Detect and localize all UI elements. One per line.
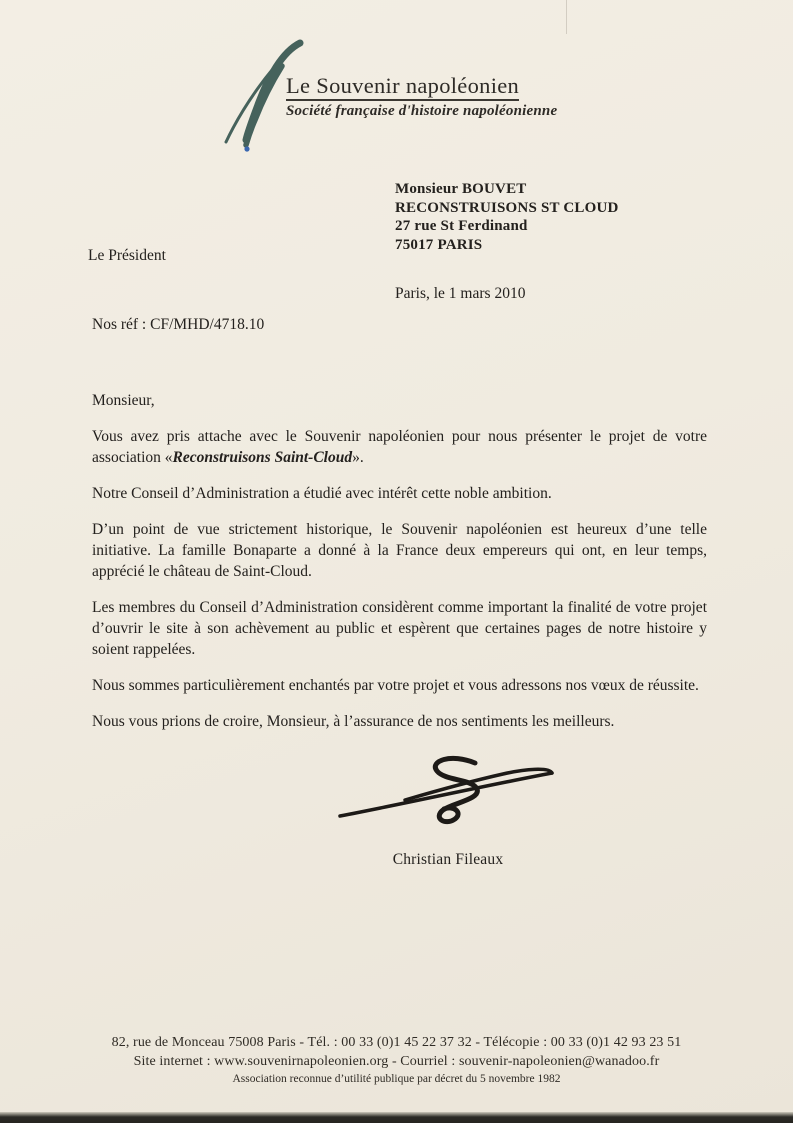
paragraph-historique: D’un point de vue strictement historique, le Souvenir napoléonien est heureux d’une telle initiative. La famille Bonaparte a donné à la France deux empereurs qui ont, en leur temps, apprécié le château de Saint-Cloud. — [92, 521, 707, 580]
footer-association-line: Association reconnue d’utilité publique par décret du 5 novembre 1982 — [232, 1073, 561, 1085]
recipient-line: Monsieur BOUVET — [395, 181, 527, 197]
reference-line: Nos réf : CF/MHD/4718.10 — [92, 316, 265, 333]
recipient-block — [395, 180, 619, 254]
signatory-name: Christian Fileaux — [392, 851, 504, 868]
letter-body — [92, 390, 707, 747]
letterhead-text — [286, 74, 557, 120]
paragraph-text: Vous avez pris attache avec le Souvenir napoléonien pour nous présenter le projet de votre association « — [92, 428, 707, 466]
org-subtitle: Société française d'histoire napoléonienne — [286, 103, 558, 119]
recipient-line: RECONSTRUISONS ST CLOUD — [395, 199, 619, 216]
paragraph-finalite: Les membres du Conseil d’Administration considèrent comme important la finalité de votre projet d’ouvrir le site à son achèvement au public et espèrent que certaines pages de notre histoire y soient rappelées. — [92, 599, 707, 658]
salutation: Monsieur, — [92, 392, 155, 409]
association-name-emphasis: Reconstruisons Saint-Cloud — [172, 449, 353, 466]
signature-icon — [333, 755, 563, 830]
recipient-line: 75017 PARIS — [395, 236, 483, 253]
dateline: Paris, le 1 mars 2010 — [395, 285, 526, 302]
scan-edge-bottom — [0, 1112, 793, 1123]
footer-contact-line: Site internet : www.souvenirnapoleonien.org - Courriel : souvenir-napoleonien@wanadoo.fr — [133, 1053, 660, 1069]
org-name: Le Souvenir napoléonien — [286, 74, 519, 101]
closing-line: Nous vous prions de croire, Monsieur, à l’assurance de nos sentiments les meilleurs. — [92, 713, 615, 730]
footer — [0, 1034, 793, 1088]
paragraph-conseil-etude: Notre Conseil d’Administration a étudié avec intérêt cette noble ambition. — [92, 485, 552, 502]
sender-title: Le Président — [88, 247, 166, 264]
footer-address-line: 82, rue de Monceau 75008 Paris - Tél. : 00 33 (0)1 45 22 37 32 - Télécopie : 00 33 (0)1 42 93 23 51 — [111, 1035, 682, 1050]
scan-fold-mark — [566, 0, 567, 34]
paragraph-voeux: Nous sommes particulièrement enchantés par votre projet et vous adressons nos vœux de réussite. — [92, 677, 699, 694]
scan-ink-dot — [244, 146, 249, 151]
paragraph-project-presentation — [92, 426, 707, 468]
paragraph-text: ». — [352, 449, 364, 466]
recipient-line: 27 rue St Ferdinand — [395, 218, 528, 234]
